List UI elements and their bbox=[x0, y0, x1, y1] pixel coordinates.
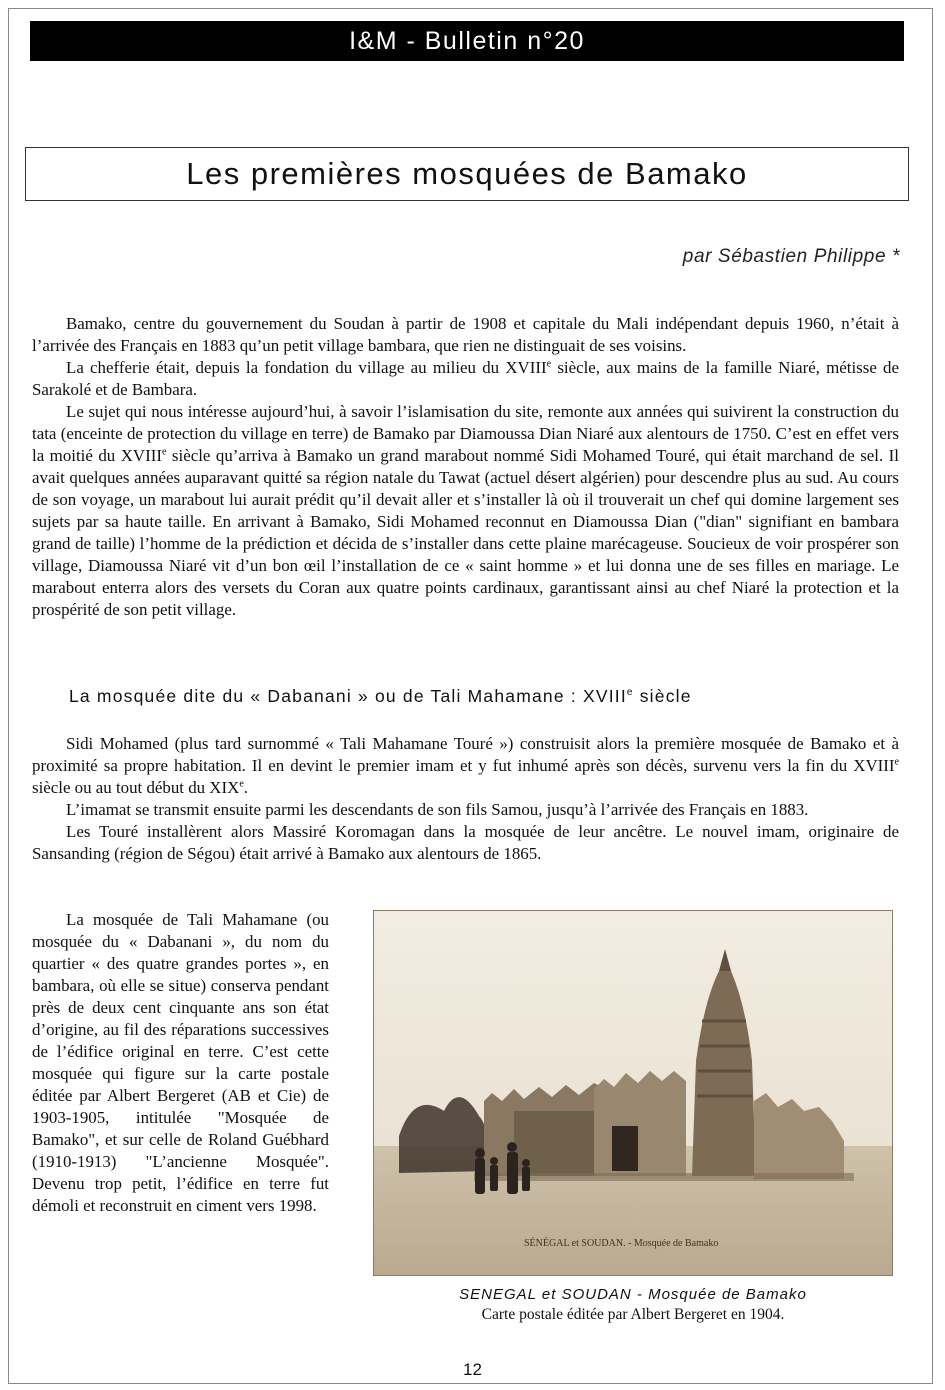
article-title-box bbox=[25, 147, 909, 201]
bulletin-title: I&M - Bulletin n°20 bbox=[349, 26, 585, 55]
article-title: Les premières mosquées de Bamako bbox=[186, 156, 748, 191]
side-column-text bbox=[32, 909, 329, 1217]
intro-paragraph-1: Bamako, centre du gouvernement du Soudan à partir de 1908 et capitale du Mali indépendant depuis 1960, n’était à l’arrivée des Français en 1883 qu’un petit village bambara, que rien ne distinguait de ses voisins. bbox=[32, 314, 899, 355]
caption-title: SENEGAL et SOUDAN - Mosquée de Bamako bbox=[459, 1286, 807, 1303]
section-heading: La mosquée dite du « Dabanani » ou de Tali Mahamane : XVIIIe siècle bbox=[69, 686, 692, 706]
section-2-paragraph-3: Les Touré installèrent alors Massiré Koromagan dans la mosquée de leur ancêtre. Le nouvel imam, originaire de Sansanding (région de Ségou) était arrivé à Bamako aux alentours de 1865. bbox=[32, 822, 899, 863]
section-2-paragraph-1: Sidi Mohamed (plus tard surnommé « Tali Mahamane Touré ») construisit alors la première mosquée de Bamako et à proximité sa propre habitation. Il en devint le premier imam et y fut inhumé après son décès, survenu vers la fin du XVIIIe siècle ou au tout début du XIXe. bbox=[32, 734, 899, 797]
section-2-paragraph-2: L’imamat se transmit ensuite parmi les descendants de son fils Samou, jusqu’à l’arrivée des Français en 1883. bbox=[66, 800, 809, 819]
bulletin-header-bar bbox=[30, 21, 904, 61]
postcard-printed-text: SÉNÉGAL et SOUDAN. - Mosquée de Bamako bbox=[524, 1238, 719, 1249]
section-2-body bbox=[32, 733, 899, 865]
central-wall-shape bbox=[594, 1071, 686, 1176]
author-byline: par Sébastien Philippe * bbox=[682, 246, 900, 267]
intro-paragraph-3: Le sujet qui nous intéresse aujourd’hui, à savoir l’islamisation du site, remonte aux années qui suivirent la construction du tata (enceinte de protection du village en terre) de Bamako par Diamoussa Dian Niaré aux alentours de 1750. C’est en effet vers la moitié du XVIIIe siècle qu’arriva à Bamako un grand marabout nommé Sidi Mohamed Touré, qui était marchand de sel. Il avait quelques années auparavant quitté sa région natale du Tawat (actuel désert algérien) pour descendre plus au sud. Au cours de son voyage, un marabout lui aurait prédit qu’il devait aller et s’installer là où il trouverait un chef qui domine largement ses sujets par sa haute taille. En arrivant à Bamako, Sidi Mohamed reconnut en Diamoussa Dian ("dian" signifiant en bambara grand de taille) l’homme de la prédiction et décida de s’installer dans cette plaine marécageuse. Soucieux de voir prospérer son village, Diamoussa Niaré vit d’un bon œil l’installation de ce « saint homme » et lui donna une de ses filles en mariage. Le marabout enterra alors des versets du Coran aux quatre points cardinaux, garantissant ainsi au chef Niaré la protection et la prospérité de son petit village. bbox=[32, 402, 899, 619]
postcard-photo bbox=[373, 910, 893, 1276]
page-number: 12 bbox=[463, 1360, 482, 1379]
intro-paragraph-2: La chefferie était, depuis la fondation du village au milieu du XVIIIe siècle, aux mains de la famille Niaré, métisse de Sarakolé et de Bambara. bbox=[32, 358, 900, 399]
side-paragraph: La mosquée de Tali Mahamane (ou mosquée du « Dabanani », du nom du quartier « des quatre grandes portes », en bambara, où elle se situe) conserva pendant près de deux cent cinquante ans son état d’origine, au fil des réparations successives de l’édifice original en terre. C’est cette mosquée qui figure sur la carte postale éditée par Albert Bergeret (AB et Cie) de 1903-1905, intitulée "Mosquée de Bamako", et sur celle de Roland Guébhard (1910-1913) "L’ancienne Mosquée". Devenu trop petit, l’édifice en terre fut démoli et reconstruit en ciment vers 1998. bbox=[32, 910, 329, 1215]
mosque-illustration bbox=[374, 911, 892, 1275]
doorway-shape bbox=[612, 1126, 638, 1171]
intro-section bbox=[32, 313, 899, 621]
caption-subtitle: Carte postale éditée par Albert Bergeret en 1904. bbox=[481, 1306, 785, 1323]
figure-caption bbox=[373, 1285, 893, 1325]
